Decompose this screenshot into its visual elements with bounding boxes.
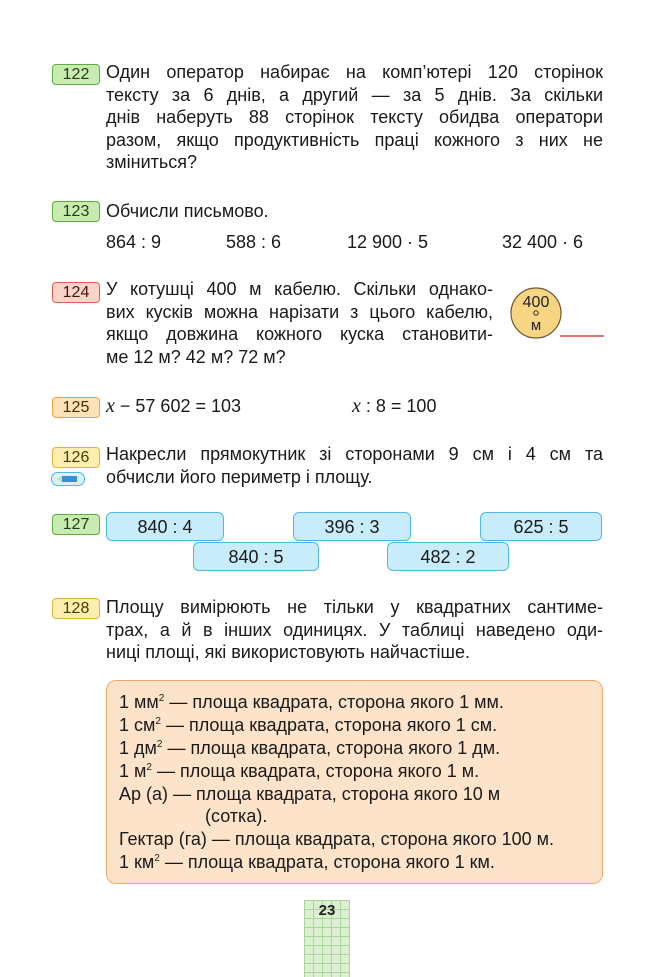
unit-definition: — площа квадрата, сторона якого 1 км. [159,852,495,872]
area-unit-row [119,691,504,713]
variable-x: x [352,395,361,417]
task-122-text [106,61,603,174]
area-unit-row [119,737,500,759]
text-line: У котушці 400 м кабелю. Скільки однако- [106,279,493,299]
task-128-text [106,596,603,664]
unit-label: 1 м [119,761,147,781]
superscript: 2 [155,716,161,727]
text-line: днів наберуть 88 сторінок тексту обидва оператори [106,107,603,127]
expression-box: 482 : 2 [387,542,509,571]
area-unit-row [119,760,479,782]
equation-1 [106,395,241,417]
task-number-126: 126 [52,447,100,468]
coil-unit: м [530,317,542,334]
text-line: Площу вимірюють не тільки у квадратних сантиме- [106,597,603,617]
task-number-127: 127 [52,514,100,535]
superscript: 2 [156,739,163,750]
equation-rest: − 57 602 = 103 [114,396,242,416]
unit-definition: — площа квадрата, сторона якого 1 дм. [162,738,501,758]
superscript: 2 [154,853,160,864]
area-unit-row [119,714,497,736]
equation-2 [352,395,436,417]
area-unit-row: Гектар (га) — площа квадрата, сторона якого 100 м. [119,829,555,849]
area-unit-row-cont: (сотка). [205,806,268,826]
unit-definition: — площа квадрата, сторона якого 1 см. [160,715,498,735]
task-number-128: 128 [52,598,100,619]
text-line: вих кусків можна нарізати з цього кабелю, [106,301,493,322]
expression-box: 625 : 5 [480,512,602,541]
area-unit-row [119,851,495,873]
page-number: 23 [318,902,336,919]
area-unit-row: Ар (а) — площа квадрата, сторона якого 10 м [119,784,501,804]
expression: 588 : 6 [226,232,282,252]
task-number-124: 124 [52,282,100,303]
expression: 32 400 · 6 [502,232,584,252]
text-line: трах, а й в інших одиницях. У таблиці наведено оди- [106,619,603,640]
expression-box: 840 : 5 [193,542,319,571]
cable-coil-illustration [508,285,608,343]
unit-label: 1 см [119,715,156,735]
text-line: ниці площі, які використовують найчастіше. [106,642,471,662]
task-126-text [106,443,603,488]
text-line: разом, якщо продуктивність праці кожного з них не [106,129,603,150]
task-number-125: 125 [52,397,100,418]
task-124-text [106,278,493,368]
equation-rest: : 8 = 100 [360,396,437,416]
text-line: тексту за 6 днів, а другий — за 5 днів. За скільки [106,84,603,105]
expression-box: 840 : 4 [106,512,224,541]
area-units-table [106,680,603,884]
unit-label: 1 мм [119,692,159,712]
text-line: Один оператор набирає на комп’ютері 120 сторінок [106,62,603,82]
text-line: Накресли прямокутник зі сторонами 9 см і 4 см та [106,444,603,464]
unit-definition: — площа квадрата, сторона якого 1 мм. [164,692,504,712]
unit-definition: — площа квадрата, сторона якого 1 м. [151,761,480,781]
unit-label: 1 км [119,852,155,872]
coil-value: 400 [522,294,550,311]
text-line: ме 12 м? 42 м? 72 м? [106,346,286,367]
text-line: якщо довжина кожного куска становити- [106,324,493,344]
superscript: 2 [158,693,165,704]
expression: 864 : 9 [106,232,162,252]
expression: 12 900 · 5 [347,232,429,252]
text-line: зміниться? [106,152,198,172]
task-123-instruction: Обчисли письмово. [106,201,269,221]
pencil-icon [51,472,85,486]
task-number-122: 122 [52,64,100,85]
task-number-123: 123 [52,201,100,222]
variable-x: x [106,395,115,417]
unit-label: 1 дм [119,738,157,758]
text-line: обчисли його периметр і площу. [106,466,373,487]
expression-box: 396 : 3 [293,512,411,541]
superscript: 2 [146,762,152,773]
